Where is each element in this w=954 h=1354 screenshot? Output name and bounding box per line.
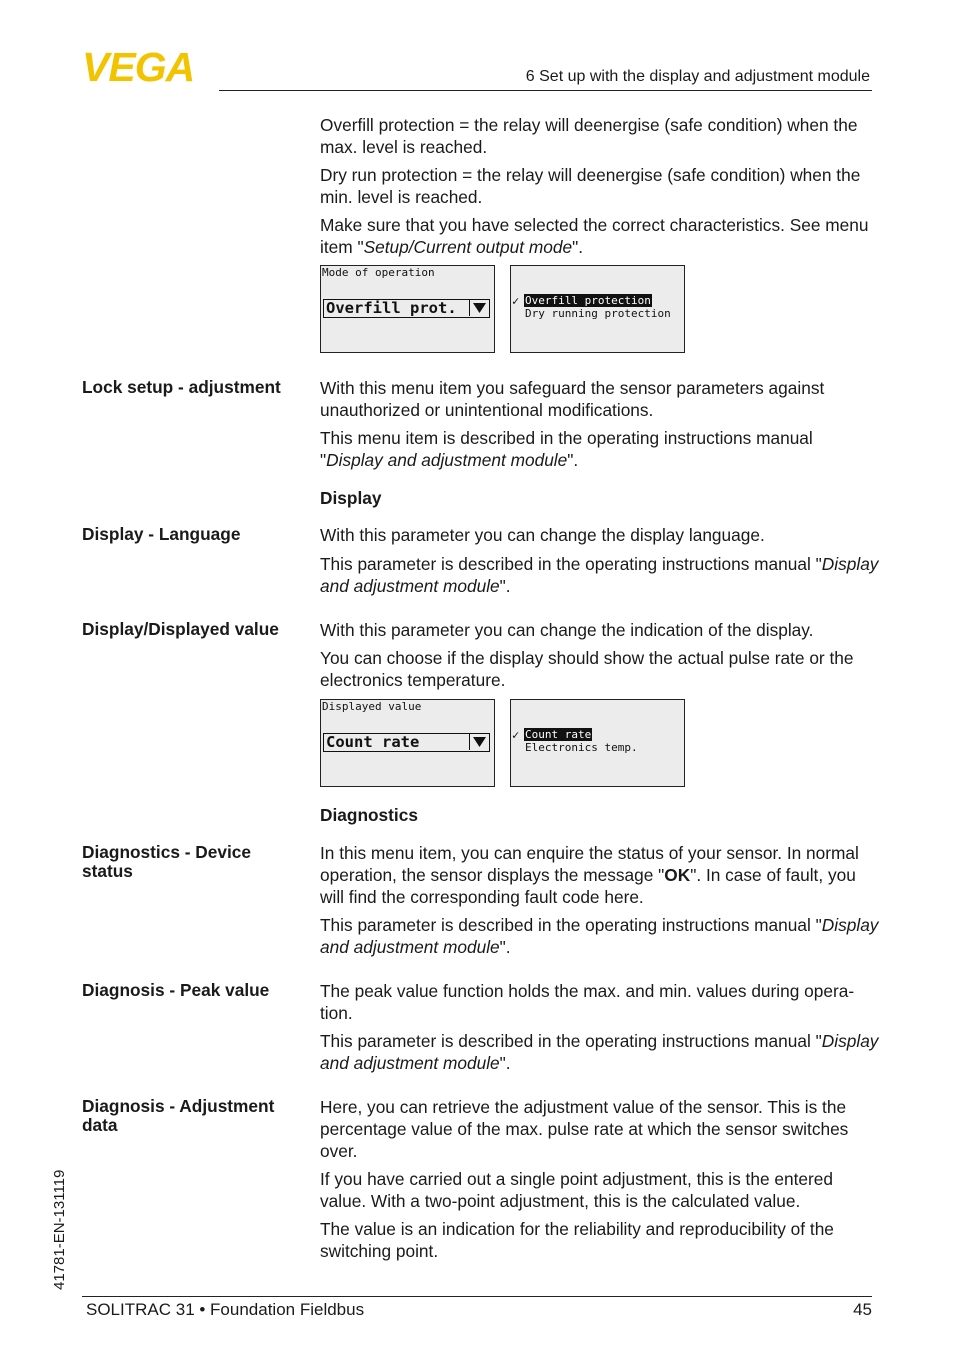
lcd-option: Electronics temp. (525, 741, 638, 754)
peak-value-paragraph-2: This parameter is described in the operating instructions manual "Display and adjustment module". (320, 1031, 879, 1073)
lock-setup-label: Lock setup - adjustment (82, 377, 281, 397)
displayed-value-paragraph-2: You can choose if the display should show the actual pulse rate or the electronics temperature. (320, 648, 854, 690)
page-number: 45 (853, 1300, 872, 1319)
peak-value-paragraph-1: The peak value function holds the max. and min. values during opera-tion. (320, 981, 855, 1023)
menu-reference: Setup/Current output mode (363, 237, 573, 257)
checkmark-icon: ✓ (512, 728, 520, 742)
lcd-select-value: Overfill prot. (326, 299, 457, 317)
device-status-label: Diagnostics - Device status (82, 842, 252, 881)
lcd-title: Displayed value (322, 700, 422, 713)
lcd-select-value: Count rate (326, 733, 420, 751)
footer-product: SOLITRAC 31 • Foundation Fieldbus (86, 1300, 365, 1319)
document-code: 41781-EN-131119 (51, 1169, 68, 1290)
adjustment-data-paragraph-1: Here, you can retrieve the adjustment value of the sensor. This is the percentage value of the max. pulse rate at which the sensor switches over. (320, 1097, 849, 1161)
lock-paragraph-1: With this menu item you safeguard the sensor parameters against unauthorized or unintentional modifications. (320, 378, 825, 420)
vega-logo (82, 50, 212, 84)
displayed-value-label: Display/Displayed value (82, 619, 279, 639)
device-status-paragraph-1: In this menu item, you can enquire the status of your sensor. In normal operation, the sensor displays the message "OK". In case of fault, you will find the corresponding fault code here. (320, 843, 859, 907)
device-status-paragraph-2: This parameter is described in the operating instructions manual "Display and adjustment module". (320, 915, 879, 957)
checkmark-icon: ✓ (512, 294, 520, 308)
lcd-value-options (510, 699, 685, 787)
dropdown-arrow-icon (469, 300, 489, 316)
language-paragraph-2: This parameter is described in the operating instructions manual "Display and adjustment module". (320, 554, 879, 596)
display-language-label: Display - Language (82, 524, 241, 544)
peak-value-label: Diagnosis - Peak value (82, 980, 270, 1000)
lcd-title: Mode of operation (322, 266, 435, 279)
ensure-paragraph: Make sure that you have selected the correct characteristics. See menu item "Setup/Current output mode". (320, 215, 869, 257)
adjustment-data-label: Diagnosis - Adjustment data (82, 1096, 275, 1135)
display-heading: Display (320, 488, 382, 508)
diagnostics-heading: Diagnostics (320, 805, 418, 825)
dryrun-paragraph: Dry run protection = the relay will deenergise (safe condition) when the min. level is reached. (320, 165, 861, 207)
dropdown-arrow-icon (469, 734, 489, 750)
lock-paragraph-2: This menu item is described in the operating instructions manual "Display and adjustment module". (320, 428, 813, 470)
lcd-option-selected: Count rate (525, 728, 592, 741)
lcd-select (323, 299, 490, 318)
footer-divider (82, 1296, 872, 1297)
lcd-mode-of-operation (320, 265, 495, 353)
logo-text: VEGA (82, 50, 195, 84)
language-paragraph-1: With this parameter you can change the display language. (320, 525, 765, 545)
header-divider (219, 90, 872, 91)
lcd-select (323, 733, 490, 752)
adjustment-data-paragraph-3: The value is an indication for the reliability and reproducibility of the switching point. (320, 1219, 834, 1261)
lcd-mode-options (510, 265, 685, 353)
lcd-option-selected: Overfill protection (525, 294, 651, 307)
adjustment-data-paragraph-2: If you have carried out a single point adjustment, this is the entered value. With a two-point adjustment, this is the calculated value. (320, 1169, 833, 1211)
displayed-value-paragraph-1: With this parameter you can change the indication of the display. (320, 620, 814, 640)
overfill-paragraph: Overfill protection = the relay will deenergise (safe condition) when the max. level is reached. (320, 115, 858, 157)
lcd-displayed-value (320, 699, 495, 787)
lcd-option: Dry running protection (525, 307, 671, 320)
chapter-title: 6 Set up with the display and adjustment module (525, 68, 870, 85)
